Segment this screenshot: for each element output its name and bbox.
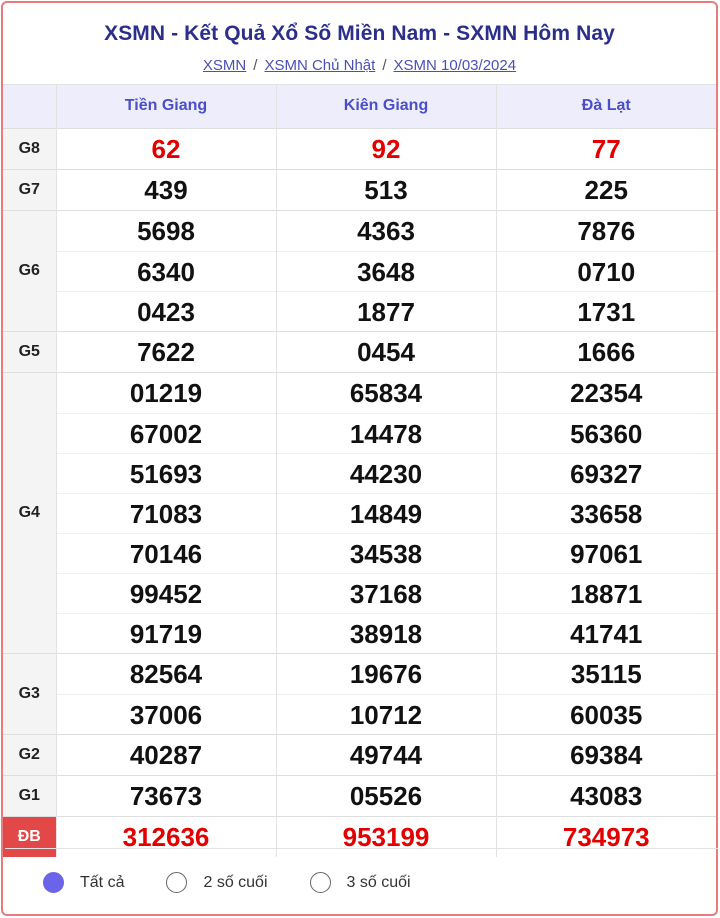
lottery-number: 10712 — [277, 694, 496, 734]
lottery-number: 312636 — [122, 821, 210, 852]
lottery-number: 73673 — [129, 780, 203, 811]
prize-cell — [56, 128, 276, 169]
lottery-number: 6340 — [57, 251, 276, 291]
prize-label: G4 — [3, 372, 56, 653]
lottery-number: 3648 — [277, 251, 496, 291]
lottery-number: 1666 — [577, 336, 636, 367]
lottery-number: 1877 — [277, 291, 496, 331]
prize-cell — [496, 734, 716, 775]
page-title: XSMN - Kết Quả Xổ Số Miền Nam - SXMN Hôm Nay — [104, 22, 615, 45]
prize-cell — [496, 653, 716, 734]
lottery-number: 7622 — [137, 336, 195, 367]
lottery-number: 14478 — [277, 413, 496, 453]
lottery-number: 56360 — [497, 413, 717, 453]
province-header: Tiền Giang — [56, 85, 276, 128]
lottery-number: 41741 — [497, 613, 717, 653]
prize-cell — [56, 210, 276, 331]
prize-cell — [276, 372, 496, 653]
lottery-number: 33658 — [497, 493, 717, 533]
lottery-number: 1731 — [497, 291, 717, 331]
lottery-number: 62 — [151, 133, 181, 164]
prize-label: G2 — [3, 734, 56, 775]
prize-cell — [496, 210, 716, 331]
lottery-number: 65834 — [349, 377, 423, 408]
filter-option-last-3[interactable] — [310, 872, 411, 893]
prize-cell — [496, 128, 716, 169]
lottery-number: 43083 — [570, 780, 643, 811]
lottery-number: 37168 — [277, 573, 496, 613]
prize-cell — [276, 128, 496, 169]
corner-cell — [3, 85, 56, 128]
filter-option-last-2[interactable] — [166, 872, 267, 893]
radio-selected-icon[interactable] — [43, 872, 64, 893]
lottery-number: 953199 — [342, 821, 430, 852]
lottery-number: 92 — [371, 133, 401, 164]
prize-cell — [276, 734, 496, 775]
prize-cell — [56, 169, 276, 210]
prize-row — [3, 653, 716, 734]
lottery-number: 49744 — [349, 739, 423, 770]
breadcrumb-separator: / — [253, 57, 258, 74]
lottery-number: 71083 — [57, 493, 276, 533]
lottery-number: 18871 — [497, 573, 717, 613]
prize-cell — [276, 210, 496, 331]
lottery-number: 51693 — [57, 453, 276, 493]
lottery-number: 70146 — [57, 533, 276, 573]
lottery-number: 4363 — [357, 215, 415, 246]
prize-label: G1 — [3, 775, 56, 816]
prize-label: G6 — [3, 210, 56, 331]
lottery-number: 22354 — [570, 377, 643, 408]
lottery-number: 67002 — [57, 413, 276, 453]
lottery-number: 82564 — [129, 658, 203, 689]
prize-cell — [56, 734, 276, 775]
lottery-number: 439 — [144, 174, 188, 205]
filter-option-all[interactable] — [43, 872, 124, 893]
table-header-row — [3, 85, 716, 128]
prize-cell — [276, 775, 496, 816]
prize-label: G8 — [3, 128, 56, 169]
prize-cell — [56, 331, 276, 372]
prize-label: ĐB — [3, 816, 56, 857]
breadcrumb-link-date[interactable]: XSMN 10/03/2024 — [393, 57, 517, 74]
radio-icon[interactable] — [310, 872, 331, 893]
prize-row — [3, 775, 716, 816]
breadcrumb-link-xsmn[interactable]: XSMN — [202, 57, 247, 74]
lottery-number: 01219 — [129, 377, 203, 408]
lottery-number: 44230 — [277, 453, 496, 493]
results-panel — [1, 1, 718, 916]
prize-cell — [496, 169, 716, 210]
breadcrumb-link-sunday[interactable]: XSMN Chủ Nhật — [264, 57, 376, 74]
lottery-number: 69384 — [570, 739, 643, 770]
prize-cell — [496, 775, 716, 816]
lottery-number: 225 — [584, 174, 628, 205]
province-header: Kiên Giang — [276, 85, 496, 128]
filter-label: 3 số cuối — [346, 873, 411, 891]
breadcrumb-separator: / — [382, 57, 387, 74]
prize-label: G5 — [3, 331, 56, 372]
breadcrumb — [3, 57, 716, 74]
lottery-number: 97061 — [497, 533, 717, 573]
lottery-number: 91719 — [57, 613, 276, 653]
prize-cell — [56, 653, 276, 734]
lottery-number: 0710 — [497, 251, 717, 291]
prize-cell — [276, 169, 496, 210]
lottery-number: 05526 — [349, 780, 423, 811]
prize-label: G7 — [3, 169, 56, 210]
lottery-number: 19676 — [349, 658, 423, 689]
filter-label: Tất cả — [80, 873, 125, 891]
lottery-number: 69327 — [497, 453, 717, 493]
prize-cell — [56, 775, 276, 816]
prize-cell — [496, 331, 716, 372]
prize-cell — [56, 372, 276, 653]
prize-row — [3, 128, 716, 169]
prize-row — [3, 210, 716, 331]
results-table — [3, 85, 716, 857]
lottery-number: 14849 — [277, 493, 496, 533]
lottery-number: 513 — [364, 174, 408, 205]
results-header — [3, 3, 716, 85]
lottery-number: 0454 — [357, 336, 415, 367]
filter-label: 2 số cuối — [203, 873, 268, 891]
lottery-number: 5698 — [137, 215, 195, 246]
province-header: Đà Lạt — [496, 85, 716, 128]
lottery-number: 99452 — [57, 573, 276, 613]
prize-row — [3, 331, 716, 372]
radio-icon[interactable] — [166, 872, 187, 893]
lottery-number: 7876 — [577, 215, 636, 246]
lottery-number: 38918 — [277, 613, 496, 653]
prize-cell — [496, 372, 716, 653]
lottery-number: 34538 — [277, 533, 496, 573]
prize-cell — [276, 653, 496, 734]
lottery-number: 77 — [591, 133, 621, 164]
lottery-number: 60035 — [497, 694, 717, 734]
prize-label: G3 — [3, 653, 56, 734]
lottery-number: 0423 — [57, 291, 276, 331]
lottery-number: 734973 — [562, 821, 650, 852]
digit-filter — [5, 848, 718, 916]
lottery-number: 37006 — [57, 694, 276, 734]
lottery-number: 35115 — [570, 658, 642, 689]
lottery-number: 40287 — [129, 739, 203, 770]
prize-cell — [276, 331, 496, 372]
prize-row — [3, 734, 716, 775]
prize-row — [3, 372, 716, 653]
prize-row — [3, 169, 716, 210]
